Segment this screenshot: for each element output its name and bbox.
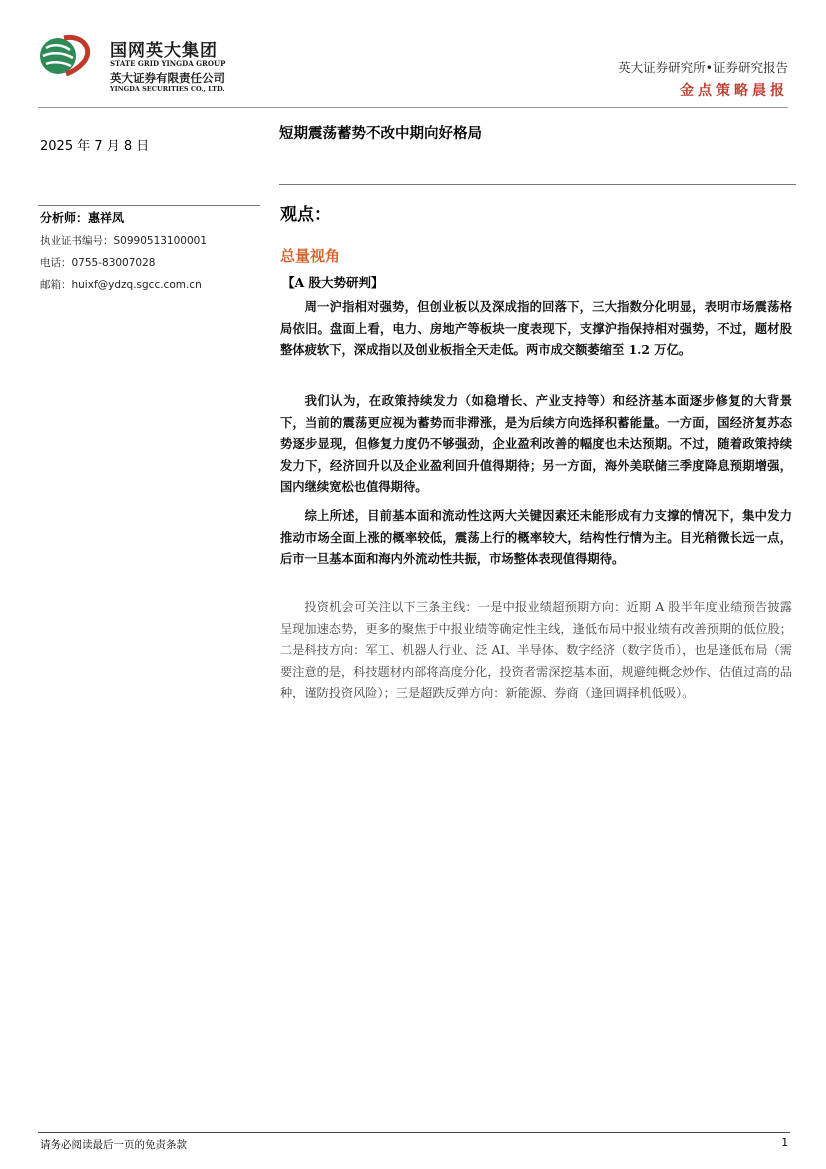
report-series-title: 金点策略晨报 <box>680 83 788 99</box>
title-divider <box>279 184 796 185</box>
paragraph-outlook: 我们认为，在政策持续发力（如稳增长、产业支持等）和经济基本面逐步修复的大背景下，当前的震荡更应视为蓄势而非滞涨，是为后续方向选择积蓄能量。一方面，国经济复苏态势逐步显现，但修复力度仍不够强劲，企业盈利改善的幅度也未达预期。不过，随着政策持续发力下，经济回升以及企业盈利回升值得期待；另一方面，海外美联储三季度降息预期增强，国内继续宽松也值得期待。 <box>280 393 792 494</box>
logo-group-name-en: STATE GRID YINGDA GROUP <box>110 59 226 68</box>
company-logo <box>38 32 258 96</box>
report-date: 2025 年 7 月 8 日 <box>40 139 150 154</box>
header-divider <box>38 107 788 108</box>
phone-number: 电话：0755-83007028 <box>40 257 156 269</box>
logo-company-name: 英大证券有限责任公司 <box>110 71 225 85</box>
footer-divider <box>38 1132 790 1133</box>
report-title: 短期震荡蓄势不改中期向好格局 <box>279 126 482 142</box>
state-grid-globe-icon <box>38 34 96 78</box>
paragraph-summary: 综上所述，目前基本面和流动性这两大关键因素还未能形成有力支撑的情况下，集中发力推动市场全面上涨的概率较低，震荡上行的概率较大，结构性行情为主。目光稍微长远一点，后市一旦基本面和海内外流动性共振，市场整体表现值得期待。 <box>280 508 792 566</box>
logo-group-name: 国网英大集团 <box>110 41 218 61</box>
left-divider <box>38 205 260 206</box>
institute-label: 英大证券研究所•证券研究报告 <box>618 60 788 75</box>
email-address[interactable]: 邮箱：huixf@ydzq.sgcc.com.cn <box>40 279 202 291</box>
paragraph-investment-themes: 投资机会可关注以下三条主线：一是中报业绩超预期方向：近期 A 股半年度业绩预告披露呈现加速态势，更多的聚焦于中报业绩等确定性主线，逢低布局中报业绩有改善预期的低位股；二是科技方向：军工、机器人行业、泛 AI、半导体、数字经济（数字货币），也是逢低布局（需要注意的是，科技题材内部将高度分化，投资者需深挖基本面，规避纯概念炒作、估值过高的品种，谨防投资风险）；三是超跌反弹方向：新能源、券商（逢回调择机低吸）。 <box>280 600 792 700</box>
paragraph-market-review: 周一沪指相对强势，但创业板以及深成指的回落下，三大指数分化明显，表明市场震荡格局依旧。盘面上看，电力、房地产等板块一度表现下，支撑沪指保持相对强势，不过，题材股整体疲软下，深成指以及创业板指全天走低。两市成交额萎缩至 1.2 万亿。 <box>280 299 792 357</box>
page-number: 1 <box>781 1137 788 1149</box>
certificate-number: 执业证书编号：S0990513100001 <box>40 235 208 247</box>
logo-company-name-en: YINGDA SECURITIES CO., LTD. <box>110 85 225 93</box>
viewpoint-heading: 观点： <box>280 205 331 225</box>
analyst-name: 分析师：惠祥凤 <box>40 211 125 225</box>
subsection-tag: 【A 股大势研判】 <box>282 275 384 290</box>
disclaimer-note: 请务必阅读最后一页的免责条款 <box>40 1139 187 1151</box>
section-heading: 总量视角 <box>280 247 341 265</box>
